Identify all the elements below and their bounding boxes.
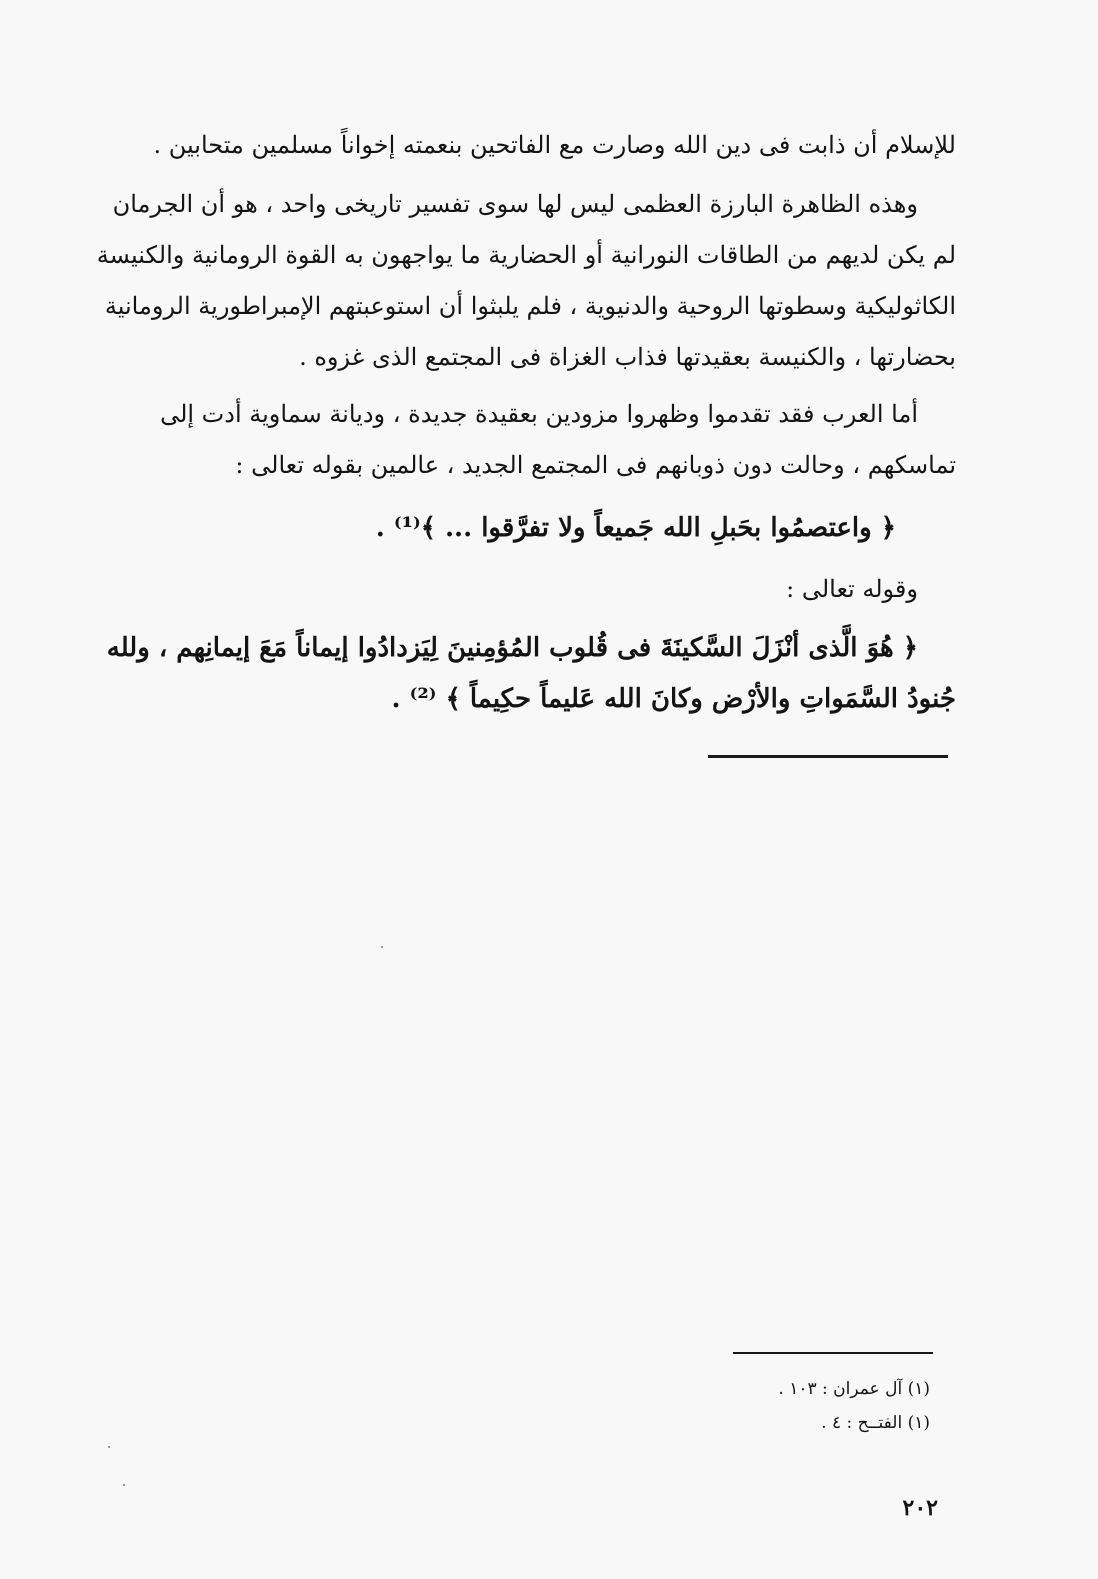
footnote-1: (١) آل عمران : ١٠٣ . (778, 1379, 930, 1399)
verse-intro: وقوله تعالى : (786, 575, 918, 603)
quran-verse: جُنودُ السَّمَواتِ والأرْض وكانَ الله عَليماً حكِيماً ﴾ ⁽²⁾ . (391, 684, 956, 714)
paragraph-line: لم يكن لديهم من الطاقات النورانية أو الحضارية ما يواجهون به القوة الرومانية والكنيسة (96, 241, 956, 269)
scan-speck (123, 1484, 125, 1486)
scan-speck (108, 1446, 110, 1448)
paragraph-line: وهذه الظاهرة البارزة العظمى ليس لها سوى تفسير تاريخى واحد ، هو أن الجرمان (112, 190, 918, 218)
body-text (80, 120, 956, 725)
quran-verse: ﴿ واعتصمُوا بحَبلِ الله جَميعاً ولا تفرَّقوا ... ﴾⁽¹⁾ . (375, 513, 896, 543)
paragraph-line: الكاثوليكية وسطوتها الروحية والدنيوية ، فلم يلبثوا أن استوعبتهم الإمبراطورية الرومانية (104, 292, 956, 320)
paragraph-line: بحضارتها ، والكنيسة بعقيدتها فذاب الغزاة فى المجتمع الذى غزوه . (299, 343, 956, 371)
footnote-2: (١) الفتــح : ٤ . (821, 1413, 930, 1433)
paragraph-line: تماسكهم ، وحالت دون ذوبانهم فى المجتمع الجديد ، عالمين بقوله تعالى : (235, 451, 956, 479)
footnote-divider (733, 1352, 933, 1354)
paragraph-line: للإسلام أن ذابت فى دين الله وصارت مع الفاتحين بنعمته إخواناً مسلمين متحابين . (153, 131, 956, 159)
quran-verse: ﴿ هُوَ الَّذى أنْزَلَ السَّكينَةَ فى قُلوب المُؤمِنينَ لِيَزدادُوا إيماناً مَعَ إيمانِهم ، ولله (106, 633, 918, 663)
page-number: ٢٠٢ (902, 1495, 938, 1521)
paragraph-line: أما العرب فقد تقدموا وظهروا مزودين بعقيدة جديدة ، وديانة سماوية أدت إلى (160, 400, 918, 428)
scan-speck (381, 946, 383, 948)
footnotes (600, 1372, 930, 1440)
section-divider (708, 755, 948, 758)
